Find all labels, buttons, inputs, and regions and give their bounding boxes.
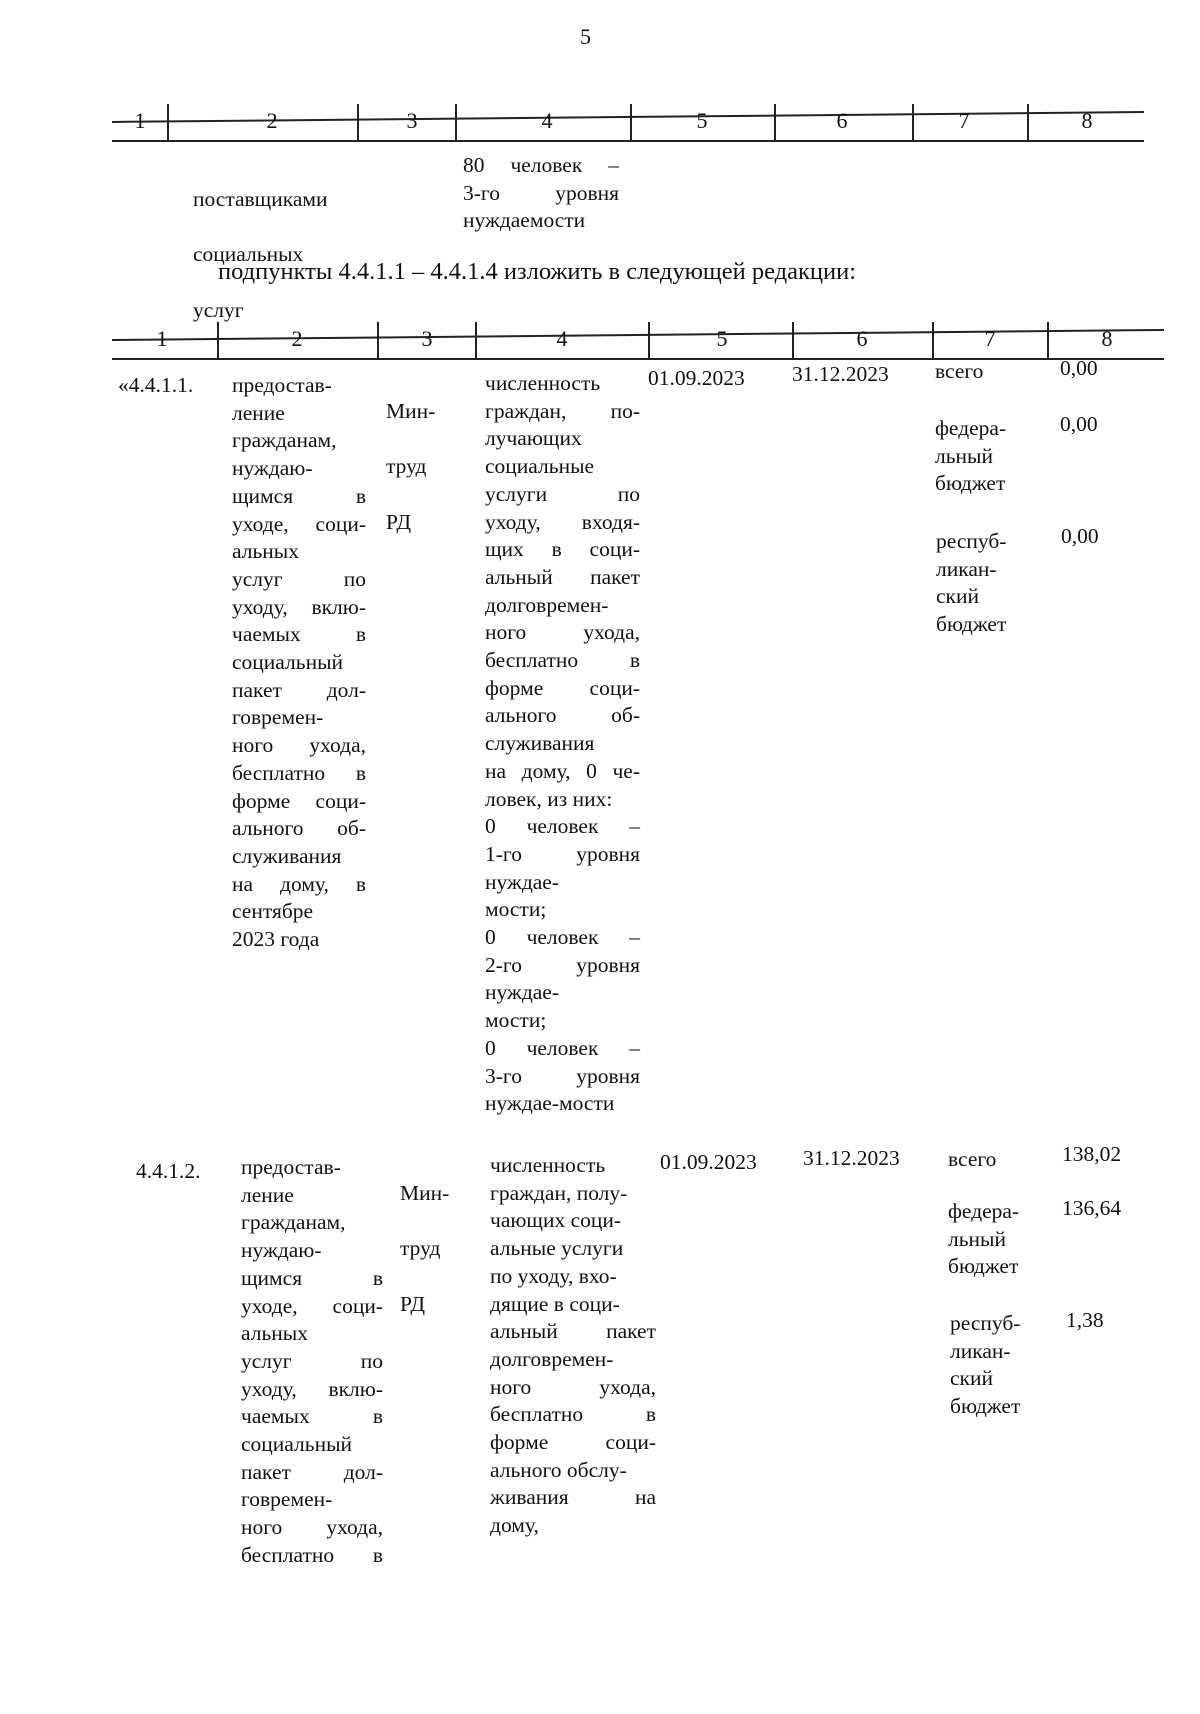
header-cell: 2 [266,108,278,133]
funding-label: респуб- ликан- ский бюджет [950,1311,1021,1419]
carryover-col4: 80 человек – 3-го уровня нуждаемости [463,153,619,233]
funding-value: 0,00 [1061,524,1099,548]
row-number: 4.4.1.2. [136,1159,201,1183]
header-cell: 6 [836,108,848,133]
carryover-col2: поставщиками социальных услуг [193,186,328,322]
header-cell: 5 [696,108,708,133]
funding-value: 1,38 [1066,1308,1104,1332]
header-cell: 1 [134,108,146,133]
header-cell: 6 [856,326,868,351]
row-indicator: численность граждан, по- лучающих социальные услуги по уходу, входя- щих в соци- альный пакет долговремен- ного ухода, бесплатно в форме соци- ального об- служивания на дому, 0 че- ловек, из них: 0 человек – 1-го уровня нуждае- мости; 0 человек – 2-го уровня нуждае- мости; 0 человек – 3-го уровня нуждае-мости [485,371,640,1116]
page-number: 5 [580,24,591,49]
instruction-text: подпункты 4.4.1.1 – 4.4.1.4 изложить в следующей редакции: [218,258,857,285]
header-cell: 4 [541,108,553,133]
funding-value: 136,64 [1062,1196,1122,1220]
row-start-date: 01.09.2023 [648,366,745,390]
header-cell: 3 [421,326,433,351]
header-cell: 1 [156,326,168,351]
row-indicator: численность граждан, полу- чающих соци- альные услуги по уходу, вхо- дящие в соци- альный пакет долговремен- ного ухода, бесплатно в форме соци- ального обслу- живания на дому, [490,1153,656,1538]
header-cell: 4 [556,326,568,351]
header-cell: 7 [984,326,996,351]
header-cell: 3 [406,108,418,133]
funding-label: всего [948,1147,997,1171]
header-cell: 8 [1081,108,1093,133]
row-executor: Мин- труд РД [386,398,436,534]
row-number: «4.4.1.1. [118,373,194,397]
row-end-date: 31.12.2023 [803,1146,900,1170]
table-header-row [112,322,1164,358]
funding-label: респуб- ликан- ский бюджет [936,529,1007,637]
row-executor: Мин- труд РД [400,1180,450,1316]
funding-label: всего [935,359,984,383]
header-cell: 8 [1101,326,1113,351]
row-name: предостав- ление гражданам, нуждаю- щимся в уходе, соци- альных услуг по уходу, вклю- чаемых в социальный пакет дол- говремен- ного ухода, бесплатно в [241,1155,383,1567]
table-header-row-top [112,104,1144,140]
row-end-date: 31.12.2023 [792,362,889,386]
funding-value: 138,02 [1062,1142,1122,1166]
funding-value: 0,00 [1060,356,1098,380]
row-name: предостав- ление гражданам, нуждаю- щимся в уходе, соци- альных услуг по уходу, вклю- чаемых в социальный пакет дол- говремен- ного ухода, бесплатно в форме соци- ального об- служивания на дому, в сентябре 2023 года [232,373,366,952]
funding-label: федера- льный бюджет [948,1199,1020,1279]
header-cell: 7 [958,108,970,133]
funding-label: федера- льный бюджет [935,416,1007,496]
header-cell: 5 [716,326,728,351]
header-cell: 2 [291,326,303,351]
row-start-date: 01.09.2023 [660,1150,757,1174]
funding-value: 0,00 [1060,412,1098,436]
